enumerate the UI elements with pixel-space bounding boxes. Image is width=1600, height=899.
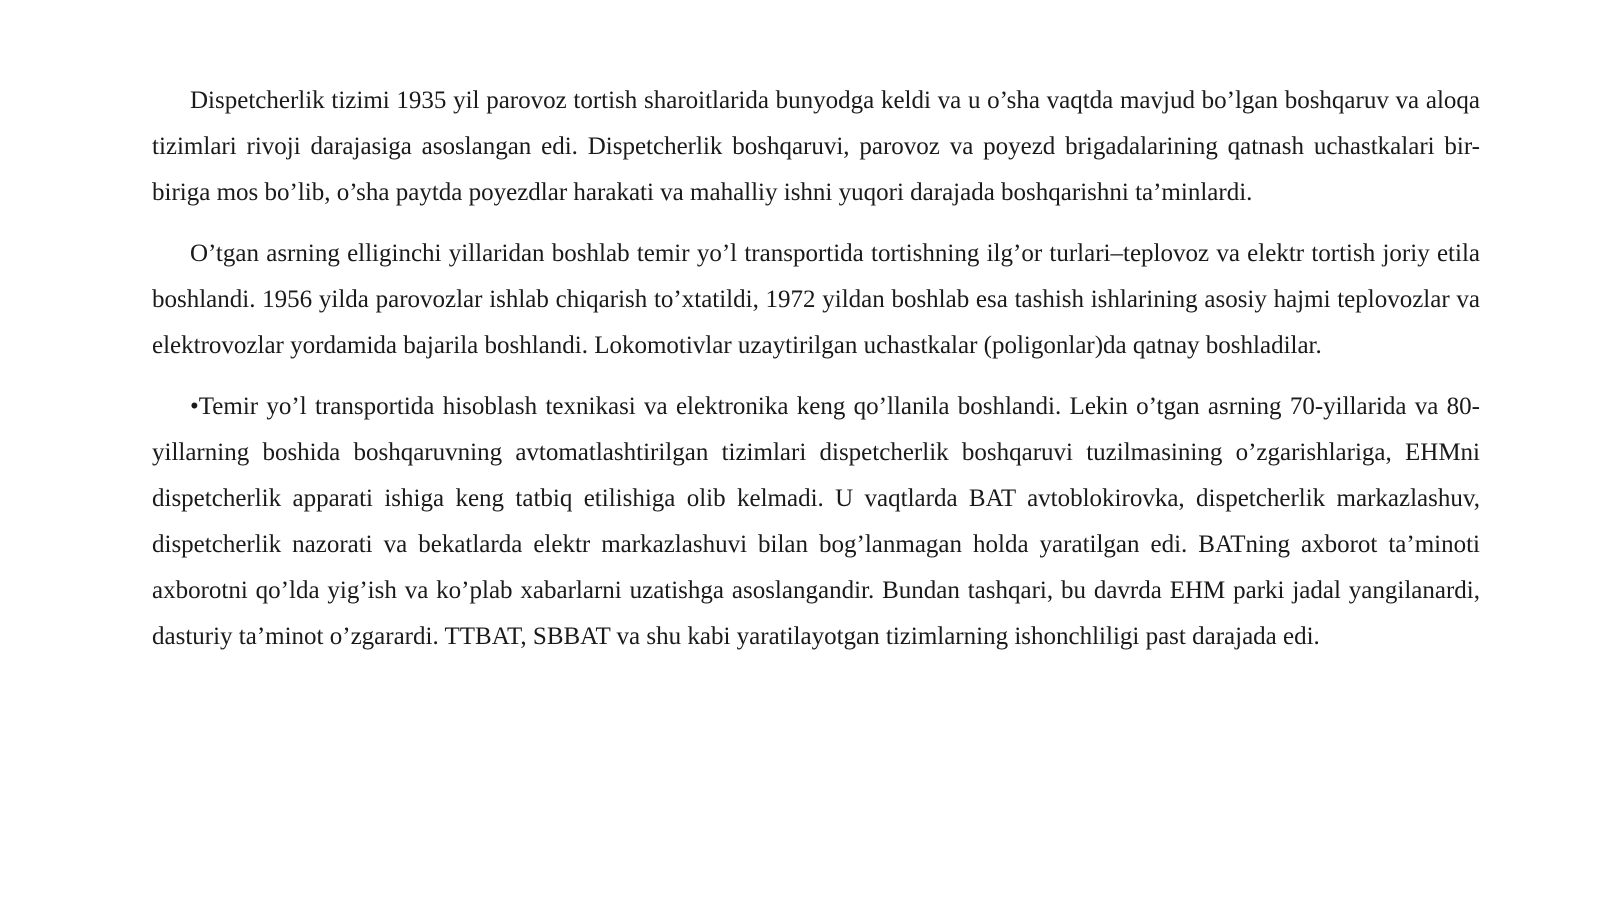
paragraph-1: Dispetcherlik tizimi 1935 yil parovoz tortish sharoitlarida bunyodga keldi va u o’sha vaqtda mavjud bo’lgan boshqaruv va aloqa tizimlari rivoji darajasiga asoslangan edi. Dispetcherlik boshqaruvi, parovoz va poyezd brigadalarining qatnash uchastkalari bir-biriga mos bo’lib, o’sha paytda poyezdlar harakati va mahalliy ishni yuqori darajada boshqarishni ta’minlardi. (152, 87, 1480, 206)
paragraph-3: •Temir yo’l transportida hisoblash texnikasi va elektronika keng qo’llanila boshlandi. Lekin o’tgan asrning 70-yillarida va 80-yillarning boshida boshqaruvning avtomatlashtirilgan tizimlari dispetcherlik boshqaruvi tuzilmasining o’zgarishlariga, EHMni dispetcherlik apparati ishiga keng tatbiq etilishiga olib kelmadi. U vaqtlarda BAT avtoblokirovka, dispetcherlik markazlashuv, dispetcherlik nazorati va bekatlarda elektr markazlashuvi bilan bog’lanmagan holda yaratilgan edi. BATning axborot ta’minoti axborotni qo’lda yig’ish va ko’plab xabarlarni uzatishga asoslangandir. Bundan tashqari, bu davrda EHM parki jadal yangilanardi, dasturiy ta’minot o’zgarardi. TTBAT, SBBAT va shu kabi yaratilayotgan tizimlarning ishonchliligi past darajada edi. (152, 393, 1480, 650)
paragraph-2: O’tgan asrning elliginchi yillaridan boshlab temir yo’l transportida tortishning ilg’or turlari–teplovoz va elektr tortish joriy etila boshlandi. 1956 yilda parovozlar ishlab chiqarish to’xtatildi, 1972 yildan boshlab esa tashish ishlarining asosiy hajmi teplovozlar va elektrovozlar yordamida bajarila boshlandi. Lokomotivlar uzaytirilgan uchastkalar (poligonlar)da qatnay boshladilar. (152, 240, 1480, 359)
text-body (152, 78, 1480, 660)
